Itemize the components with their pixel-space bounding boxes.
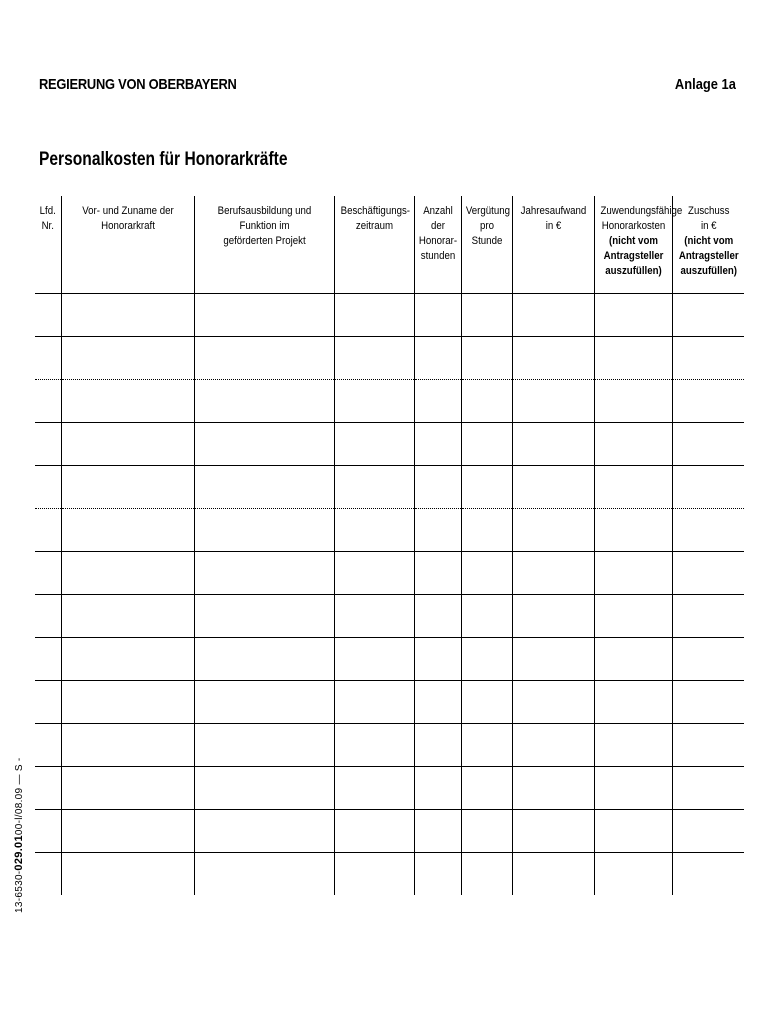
table-row	[35, 594, 744, 637]
entry-cell[interactable]	[194, 594, 334, 637]
entry-cell[interactable]	[672, 508, 744, 551]
column-header-line: Nr.	[41, 220, 54, 232]
entry-cell[interactable]	[594, 594, 672, 637]
table-row	[35, 766, 744, 809]
entry-cell[interactable]	[61, 809, 194, 852]
column-header-line: der	[430, 220, 445, 232]
table-row	[35, 723, 744, 766]
table-row	[35, 293, 744, 336]
entry-cell[interactable]	[672, 336, 744, 379]
column-header-line: Vergütung	[465, 205, 510, 217]
table-row	[35, 336, 744, 379]
entry-cell[interactable]	[512, 551, 594, 594]
entry-cell[interactable]	[672, 723, 744, 766]
column-header-line: Anzahl	[422, 205, 453, 217]
entry-cell[interactable]	[35, 508, 61, 551]
form-code	[13, 757, 25, 913]
entry-cell[interactable]	[414, 723, 461, 766]
entry-cell[interactable]	[594, 508, 672, 551]
column-header-line: Honorar-	[418, 235, 457, 247]
entry-cell[interactable]	[61, 379, 194, 422]
entry-cell[interactable]	[594, 637, 672, 680]
entry-cell[interactable]	[194, 422, 334, 465]
entry-cell[interactable]	[414, 293, 461, 336]
entry-cell[interactable]	[61, 852, 194, 895]
entry-cell[interactable]	[35, 637, 61, 680]
entry-cell[interactable]	[334, 637, 414, 680]
entry-cell[interactable]	[414, 336, 461, 379]
column-header-line: stunden	[420, 250, 455, 262]
entry-cell[interactable]	[461, 379, 512, 422]
entry-cell[interactable]	[512, 465, 594, 508]
column-header-note-line: auszufüllen)	[680, 265, 737, 277]
entry-cell[interactable]	[334, 465, 414, 508]
column-header-note-line: Antragsteller	[603, 250, 663, 262]
column-header-note-line: auszufüllen)	[604, 265, 662, 277]
entry-cell[interactable]	[414, 379, 461, 422]
table-row	[35, 637, 744, 680]
entry-cell[interactable]	[594, 551, 672, 594]
entry-cell[interactable]	[61, 293, 194, 336]
entry-cell[interactable]	[414, 594, 461, 637]
entry-cell[interactable]	[194, 336, 334, 379]
column-header-line: Zuschuss	[687, 205, 729, 217]
form-code-number: 029.01	[13, 835, 25, 871]
entry-cell[interactable]	[672, 852, 744, 895]
entry-cell[interactable]	[461, 809, 512, 852]
entry-cell[interactable]	[194, 379, 334, 422]
entry-cell[interactable]	[35, 293, 61, 336]
entry-cell[interactable]	[194, 465, 334, 508]
column-header	[61, 196, 194, 293]
entry-cell[interactable]	[594, 809, 672, 852]
column-header	[512, 196, 594, 293]
entry-cell[interactable]	[35, 809, 61, 852]
issuing-authority: REGIERUNG VON OBERBAYERN	[39, 76, 237, 93]
entry-cell[interactable]	[61, 508, 194, 551]
entry-cell[interactable]	[672, 422, 744, 465]
column-header-line: Honorarkosten	[601, 220, 665, 232]
entry-cell[interactable]	[594, 422, 672, 465]
column-header-line: Jahresaufwand	[520, 205, 586, 217]
annex-label: Anlage 1a	[675, 76, 736, 93]
entry-cell[interactable]	[672, 551, 744, 594]
entry-cell[interactable]	[594, 293, 672, 336]
form-title: Personalkosten für Honorarkräfte	[39, 149, 288, 170]
entry-cell[interactable]	[512, 336, 594, 379]
entry-cell[interactable]	[35, 465, 61, 508]
table-row	[35, 852, 744, 895]
entry-cell[interactable]	[672, 379, 744, 422]
entry-cell[interactable]	[194, 766, 334, 809]
column-header-note-line: (nicht vom	[608, 235, 658, 247]
table-row	[35, 680, 744, 723]
entry-cell[interactable]	[414, 637, 461, 680]
entry-cell[interactable]	[512, 637, 594, 680]
entry-cell[interactable]	[61, 594, 194, 637]
entry-cell[interactable]	[194, 809, 334, 852]
fee-staff-cost-table	[35, 196, 744, 895]
entry-cell[interactable]	[35, 680, 61, 723]
form-code-prefix: 13-6530-	[14, 870, 25, 913]
entry-cell[interactable]	[194, 723, 334, 766]
table-row	[35, 809, 744, 852]
column-header-line: in €	[545, 220, 561, 232]
entry-cell[interactable]	[194, 852, 334, 895]
entry-cell[interactable]	[461, 594, 512, 637]
entry-cell[interactable]	[594, 852, 672, 895]
column-header	[194, 196, 334, 293]
entry-cell[interactable]	[461, 508, 512, 551]
entry-cell[interactable]	[414, 809, 461, 852]
table-row	[35, 551, 744, 594]
form-code-suffix: 00-l/08.09 — S -	[14, 757, 25, 836]
entry-cell[interactable]	[334, 594, 414, 637]
column-header-line: in €	[700, 220, 717, 232]
entry-cell[interactable]	[512, 508, 594, 551]
entry-cell[interactable]	[334, 508, 414, 551]
entry-cell[interactable]	[334, 551, 414, 594]
entry-cell[interactable]	[672, 809, 744, 852]
entry-cell[interactable]	[35, 422, 61, 465]
entry-cell[interactable]	[461, 336, 512, 379]
table-row	[35, 508, 744, 551]
column-header	[414, 196, 461, 293]
entry-cell[interactable]	[334, 723, 414, 766]
entry-cell[interactable]	[461, 766, 512, 809]
entry-cell[interactable]	[672, 465, 744, 508]
entry-cell[interactable]	[461, 293, 512, 336]
column-header	[35, 196, 61, 293]
entry-cell[interactable]	[194, 637, 334, 680]
table-row	[35, 465, 744, 508]
table-body	[35, 293, 744, 895]
entry-cell[interactable]	[594, 680, 672, 723]
column-header-line: zeitraum	[355, 220, 393, 232]
entry-cell[interactable]	[461, 637, 512, 680]
column-header-line: Honorarkraft	[100, 220, 155, 232]
entry-cell[interactable]	[414, 852, 461, 895]
table-row	[35, 379, 744, 422]
column-header-line: geförderten Projekt	[222, 235, 306, 247]
entry-cell[interactable]	[35, 766, 61, 809]
entry-cell[interactable]	[61, 465, 194, 508]
entry-cell[interactable]	[594, 336, 672, 379]
column-header-line: Stunde	[471, 235, 502, 247]
column-header	[672, 196, 744, 293]
column-header-note-line: (nicht vom	[683, 235, 733, 247]
column-header-note-line: Antragsteller	[678, 250, 739, 262]
entry-cell[interactable]	[61, 637, 194, 680]
entry-cell[interactable]	[414, 465, 461, 508]
entry-cell[interactable]	[35, 594, 61, 637]
entry-cell[interactable]	[512, 809, 594, 852]
entry-cell[interactable]	[61, 723, 194, 766]
entry-cell[interactable]	[414, 680, 461, 723]
entry-cell[interactable]	[194, 680, 334, 723]
table-row	[35, 422, 744, 465]
column-header	[334, 196, 414, 293]
entry-cell[interactable]	[334, 293, 414, 336]
entry-cell[interactable]	[334, 336, 414, 379]
column-header-line: Zuwendungsfähige	[600, 205, 682, 217]
entry-cell[interactable]	[461, 465, 512, 508]
entry-cell[interactable]	[414, 422, 461, 465]
entry-cell[interactable]	[461, 551, 512, 594]
entry-cell[interactable]	[61, 336, 194, 379]
entry-cell[interactable]	[512, 852, 594, 895]
entry-cell[interactable]	[414, 508, 461, 551]
entry-cell[interactable]	[461, 422, 512, 465]
entry-cell[interactable]	[35, 336, 61, 379]
column-header-line: Beschäftigungs-	[340, 205, 410, 217]
entry-cell[interactable]	[461, 852, 512, 895]
entry-cell[interactable]	[334, 379, 414, 422]
entry-cell[interactable]	[461, 680, 512, 723]
entry-cell[interactable]	[35, 551, 61, 594]
entry-cell[interactable]	[594, 465, 672, 508]
entry-cell[interactable]	[672, 293, 744, 336]
entry-cell[interactable]	[334, 852, 414, 895]
entry-cell[interactable]	[414, 766, 461, 809]
entry-cell[interactable]	[512, 379, 594, 422]
entry-cell[interactable]	[35, 852, 61, 895]
entry-cell[interactable]	[672, 637, 744, 680]
entry-cell[interactable]	[61, 766, 194, 809]
column-header	[461, 196, 512, 293]
entry-cell[interactable]	[334, 766, 414, 809]
entry-cell[interactable]	[194, 508, 334, 551]
entry-cell[interactable]	[594, 723, 672, 766]
entry-cell[interactable]	[194, 551, 334, 594]
entry-cell[interactable]	[672, 594, 744, 637]
entry-cell[interactable]	[334, 422, 414, 465]
entry-cell[interactable]	[35, 379, 61, 422]
entry-cell[interactable]	[35, 723, 61, 766]
column-header-line: pro	[479, 220, 494, 232]
entry-cell[interactable]	[461, 723, 512, 766]
entry-cell[interactable]	[672, 680, 744, 723]
entry-cell[interactable]	[594, 766, 672, 809]
entry-cell[interactable]	[512, 594, 594, 637]
entry-cell[interactable]	[61, 680, 194, 723]
entry-cell[interactable]	[61, 422, 194, 465]
entry-cell[interactable]	[414, 551, 461, 594]
entry-cell[interactable]	[512, 680, 594, 723]
entry-cell[interactable]	[61, 551, 194, 594]
entry-cell[interactable]	[672, 766, 744, 809]
column-header	[594, 196, 682, 293]
entry-cell[interactable]	[194, 293, 334, 336]
entry-cell[interactable]	[512, 723, 594, 766]
column-header-line: Berufsausbildung und Funktion im	[217, 205, 311, 232]
entry-cell[interactable]	[512, 422, 594, 465]
entry-cell[interactable]	[334, 809, 414, 852]
entry-cell[interactable]	[594, 379, 672, 422]
column-header-line: Vor- und Zuname der	[81, 205, 174, 217]
column-header-line: Lfd.	[39, 205, 56, 217]
entry-cell[interactable]	[334, 680, 414, 723]
table-header-row	[35, 196, 744, 293]
entry-cell[interactable]	[512, 293, 594, 336]
entry-cell[interactable]	[512, 766, 594, 809]
